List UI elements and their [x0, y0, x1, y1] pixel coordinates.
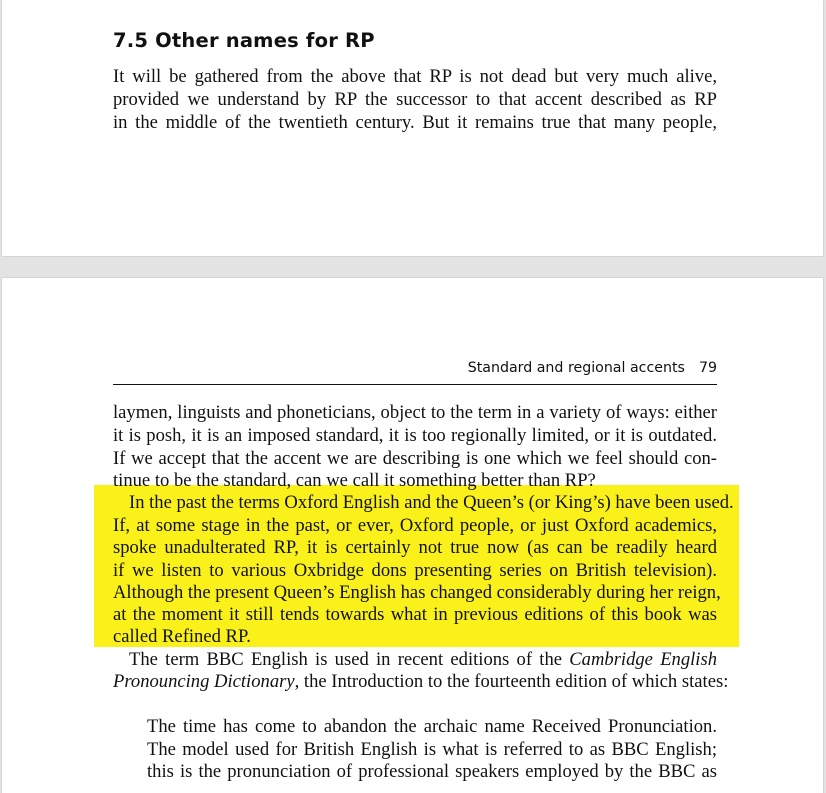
running-head — [113, 358, 717, 378]
highlighted-line: called Refined RP. — [113, 626, 251, 647]
page-bottom — [2, 278, 823, 793]
section-title: 7.5 Other names for RP — [113, 29, 375, 52]
header-rule — [113, 384, 717, 385]
highlighted-line: If, at some stage in the past, or ever, Oxford people, or just Oxford academics, — [113, 515, 717, 536]
text-run: , the Introduction to the fourteenth edition of which states: — [294, 671, 729, 692]
text-run: The term BBC English is used in recent editions of the — [129, 649, 570, 670]
body-line: in the middle of the twentieth century. But it remains true that many people, — [113, 112, 717, 133]
body-line — [113, 671, 729, 693]
body-line — [113, 649, 717, 671]
body-line: laymen, linguists and phoneticians, object to the term in a variety of ways: either — [113, 402, 717, 423]
running-head-title: Standard and regional accents — [467, 360, 685, 376]
highlighted-line: if we listen to various Oxbridge dons presenting series on British television). — [113, 560, 717, 581]
book-title: Pronouncing Dictionary — [113, 671, 295, 692]
body-line: If we accept that the accent we are describing is one which we feel should con- — [113, 448, 717, 469]
page-number: 79 — [698, 360, 717, 376]
highlighted-line: at the moment it still tends towards what in previous editions of this book was — [113, 604, 717, 625]
body-line: tinue to be the standard, can we call it something better than RP? — [113, 470, 596, 491]
highlighted-line: spoke unadulterated RP, it is certainly not true now (as can be readily heard — [113, 537, 717, 558]
body-line: It will be gathered from the above that RP is not dead but very much alive, — [113, 66, 717, 87]
highlighted-line: In the past the terms Oxford English and the Queen’s (or King’s) have been used. — [129, 492, 734, 513]
page-top — [2, 0, 823, 256]
book-title: Cambridge English — [569, 649, 718, 670]
body-line: it is posh, it is an imposed standard, it is too regionally limited, or it is outdated. — [113, 425, 717, 446]
quote-line: The model used for British English is what is referred to as BBC English; — [147, 739, 717, 760]
body-line: provided we understand by RP the successor to that accent described as RP — [113, 89, 717, 110]
quote-line: this is the pronunciation of professional speakers employed by the BBC as — [147, 761, 717, 782]
quote-line: The time has come to abandon the archaic name Received Pronunciation. — [147, 716, 717, 737]
highlighted-line: Although the present Queen’s English has changed considerably during her reign, — [113, 582, 721, 603]
